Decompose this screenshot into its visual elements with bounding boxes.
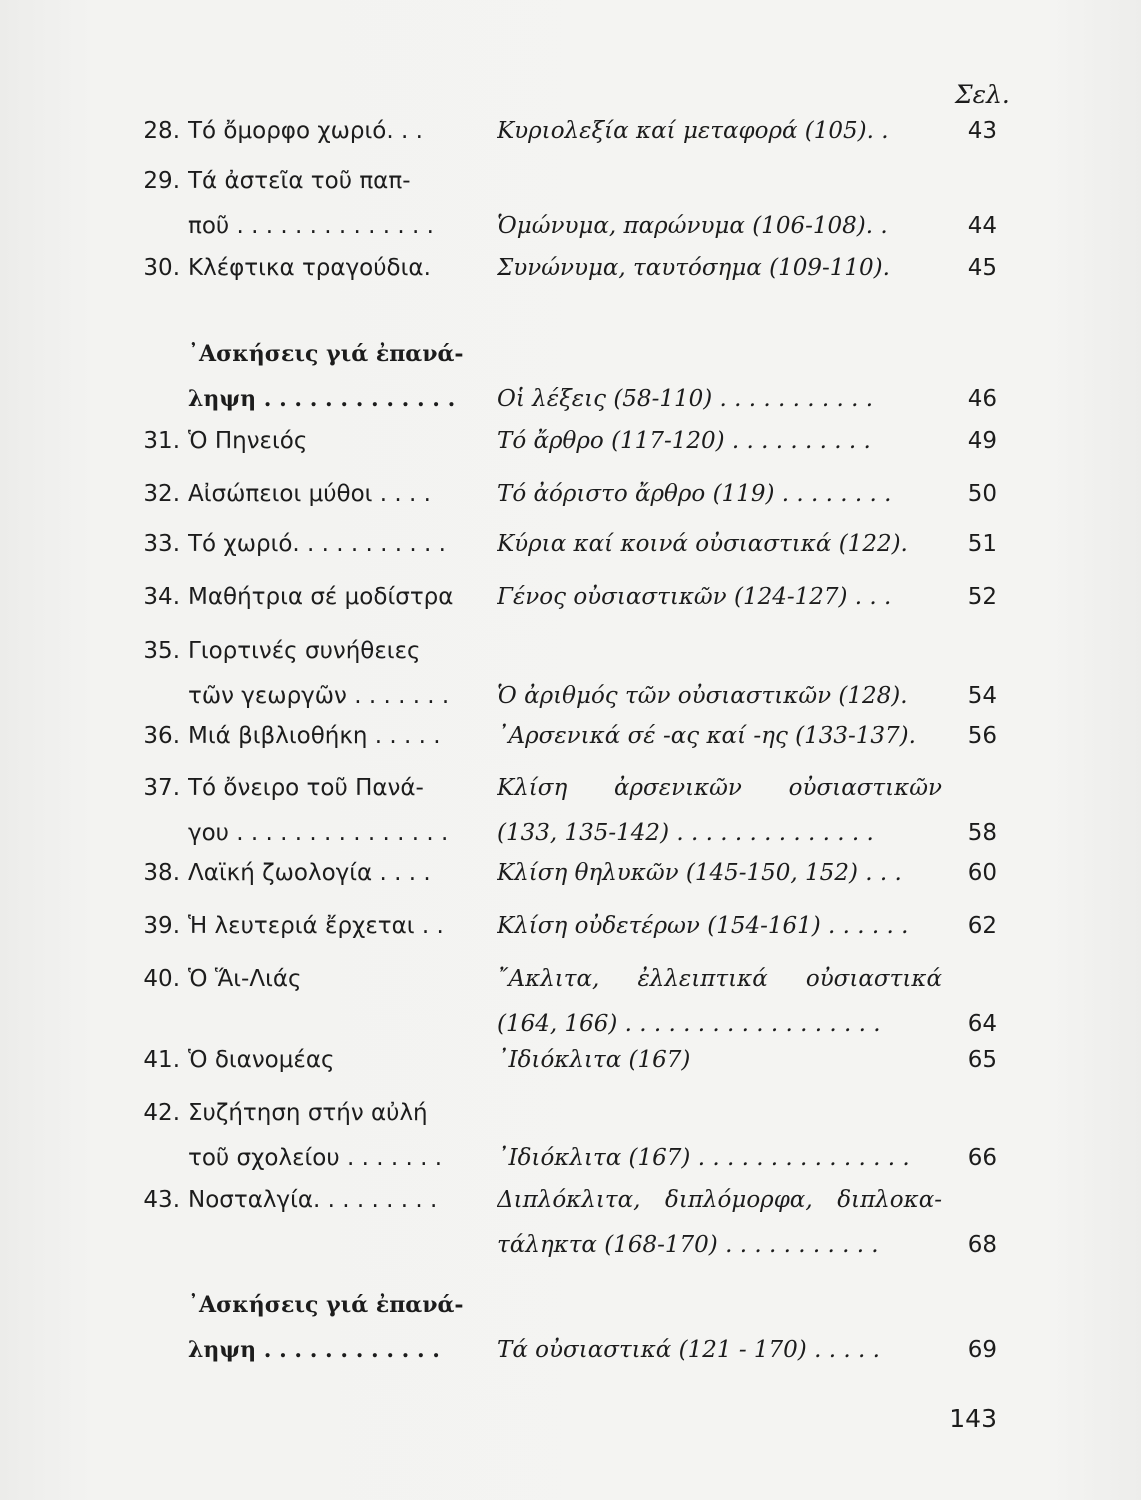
toc-entry xyxy=(0,1292,1141,1382)
entry-topic: Κλίση ἀρσενικῶν οὐσιαστικῶν xyxy=(497,775,942,801)
entry-topic: Τά οὐσιαστικά (121 - 170) . . . . . xyxy=(497,1337,880,1363)
entry-number: 34. xyxy=(143,584,180,610)
entry-topic: ῎Ακλιτα, ἐλλειπτικά οὐσιαστικά xyxy=(497,966,942,992)
entry-title: Ὁ διανομέας xyxy=(188,1047,335,1073)
entry-page-number: 64 xyxy=(967,1011,997,1037)
entry-title: τοῦ σχολείου . . . . . . . xyxy=(188,1145,443,1171)
entry-topic: Κύρια καί κοινά οὐσιαστικά (122). xyxy=(497,531,908,557)
entry-title: ᾿Ασκήσεις γιά ἐπανά- xyxy=(188,341,464,367)
entry-page-number: 60 xyxy=(967,860,997,886)
entry-title: Τά ἀστεῖα τοῦ παπ- xyxy=(188,168,411,194)
entry-page-number: 44 xyxy=(967,213,997,239)
toc-entry xyxy=(0,531,1141,576)
entry-number: 43. xyxy=(143,1187,180,1213)
entry-number: 28. xyxy=(143,118,180,144)
page-column-header: Σελ. xyxy=(955,80,1010,109)
entry-page-number: 54 xyxy=(967,683,997,709)
entry-topic: ᾿Ιδιόκλιτα (167) . . . . . . . . . . . . . . . xyxy=(497,1145,910,1171)
entry-topic: Κλίση οὐδετέρων (154-161) . . . . . . xyxy=(497,913,909,939)
toc-entry xyxy=(0,1187,1141,1277)
entry-number: 35. xyxy=(143,638,180,664)
entry-number: 39. xyxy=(143,913,180,939)
toc-entry xyxy=(0,860,1141,905)
entry-number: 31. xyxy=(143,428,180,454)
entry-number: 40. xyxy=(143,966,180,992)
entry-title: Τό ὄνειρο τοῦ Πανά- xyxy=(188,775,424,801)
entry-title: Ὁ Ἅι-Λιάς xyxy=(188,966,302,992)
entry-title: γου . . . . . . . . . . . . . . . xyxy=(188,820,449,846)
entry-page-number: 45 xyxy=(967,255,997,281)
toc-entry xyxy=(0,1100,1141,1190)
entry-number: 42. xyxy=(143,1100,180,1126)
toc-entry xyxy=(0,584,1141,629)
entry-title: Λαϊκή ζωολογία . . . . xyxy=(188,860,431,886)
entry-title: Αἰσώπειοι μύθοι . . . . xyxy=(188,481,431,507)
entry-number: 30. xyxy=(143,255,180,281)
entry-page-number: 52 xyxy=(967,584,997,610)
entry-title: ληψη . . . . . . . . . . . . . xyxy=(188,386,456,412)
toc-entry xyxy=(0,428,1141,473)
toc-entry xyxy=(0,481,1141,526)
entry-number: 29. xyxy=(143,168,180,194)
entry-title: Γιορτινές συνήθειες xyxy=(188,638,421,664)
toc-entry xyxy=(0,638,1141,728)
entry-number: 33. xyxy=(143,531,180,557)
entry-topic: Διπλόκλιτα, διπλόμορφα, διπλοκα- xyxy=(497,1187,942,1213)
entry-title: Νοσταλγία. . . . . . . . . xyxy=(188,1187,438,1213)
entry-page-number: 66 xyxy=(967,1145,997,1171)
entry-number: 36. xyxy=(143,723,180,749)
entry-topic: ᾿Αρσενικά σέ -ας καί -ης (133-137). xyxy=(497,723,916,749)
entry-number: 32. xyxy=(143,481,180,507)
entry-topic: Γένος οὐσιαστικῶν (124-127) . . . xyxy=(497,584,892,610)
entry-number: 37. xyxy=(143,775,180,801)
entry-number: 41. xyxy=(143,1047,180,1073)
entry-title: ληψη . . . . . . . . . . . . xyxy=(188,1337,440,1363)
toc-entry xyxy=(0,723,1141,768)
entry-topic: Συνώνυμα, ταυτόσημα (109-110). xyxy=(497,255,890,281)
entry-topic: Οἱ λέξεις (58-110) . . . . . . . . . . . xyxy=(497,386,874,412)
entry-topic: Τό ἄρθρο (117-120) . . . . . . . . . . xyxy=(497,428,871,454)
entry-title: Ἡ λευτεριά ἔρχεται . . xyxy=(188,913,444,939)
entry-title: Κλέφτικα τραγούδια. xyxy=(188,255,431,281)
entry-page-number: 58 xyxy=(967,820,997,846)
entry-topic: Τό ἀόριστο ἄρθρο (119) . . . . . . . . xyxy=(497,481,892,507)
entry-page-number: 51 xyxy=(967,531,997,557)
entry-topic: Ὁ ἀριθμός τῶν οὐσιαστικῶν (128). xyxy=(497,683,908,709)
entry-page-number: 46 xyxy=(967,386,997,412)
entry-title: Μαθήτρια σέ μοδίστρα xyxy=(188,584,454,610)
entry-topic: (164, 166) . . . . . . . . . . . . . . . . . . xyxy=(497,1011,881,1037)
entry-topic: ᾿Ιδιόκλιτα (167) xyxy=(497,1047,691,1073)
entry-topic: τάληκτα (168-170) . . . . . . . . . . . xyxy=(497,1232,879,1258)
toc-entry xyxy=(0,341,1141,431)
entry-page-number: 56 xyxy=(967,723,997,749)
entry-topic: Ὁμώνυμα, παρώνυμα (106-108). . xyxy=(497,213,888,239)
entry-title: ᾿Ασκήσεις γιά ἐπανά- xyxy=(188,1292,464,1318)
toc-entry xyxy=(0,168,1141,258)
entry-title: τῶν γεωργῶν . . . . . . . xyxy=(188,683,450,709)
entry-page-number: 65 xyxy=(967,1047,997,1073)
entry-page-number: 50 xyxy=(967,481,997,507)
entry-topic: Κλίση θηλυκῶν (145-150, 152) . . . xyxy=(497,860,902,886)
entry-number: 38. xyxy=(143,860,180,886)
entry-page-number: 43 xyxy=(967,118,997,144)
entry-page-number: 49 xyxy=(967,428,997,454)
entry-title: Τό χωριό. . . . . . . . . . . xyxy=(188,531,446,557)
entry-title: Ὁ Πηνειός xyxy=(188,428,308,454)
toc-entry xyxy=(0,255,1141,300)
toc-entry xyxy=(0,966,1141,1056)
entry-title: Τό ὄμορφο χωριό. . . xyxy=(188,118,423,144)
toc-entry xyxy=(0,913,1141,958)
entry-page-number: 68 xyxy=(967,1232,997,1258)
entry-title: Συζήτηση στήν αὐλή xyxy=(188,1100,428,1126)
entry-page-number: 62 xyxy=(967,913,997,939)
entry-topic: (133, 135-142) . . . . . . . . . . . . . . xyxy=(497,820,874,846)
toc-entry xyxy=(0,118,1141,163)
entry-page-number: 69 xyxy=(967,1337,997,1363)
entry-topic: Κυριολεξία καί μεταφορά (105). . xyxy=(497,118,889,144)
page-number: 143 xyxy=(949,1404,997,1433)
entry-title: ποῦ . . . . . . . . . . . . . . xyxy=(188,213,434,239)
toc-entry xyxy=(0,775,1141,865)
toc-entry xyxy=(0,1047,1141,1092)
entry-title: Μιά βιβλιοθήκη . . . . . xyxy=(188,723,441,749)
